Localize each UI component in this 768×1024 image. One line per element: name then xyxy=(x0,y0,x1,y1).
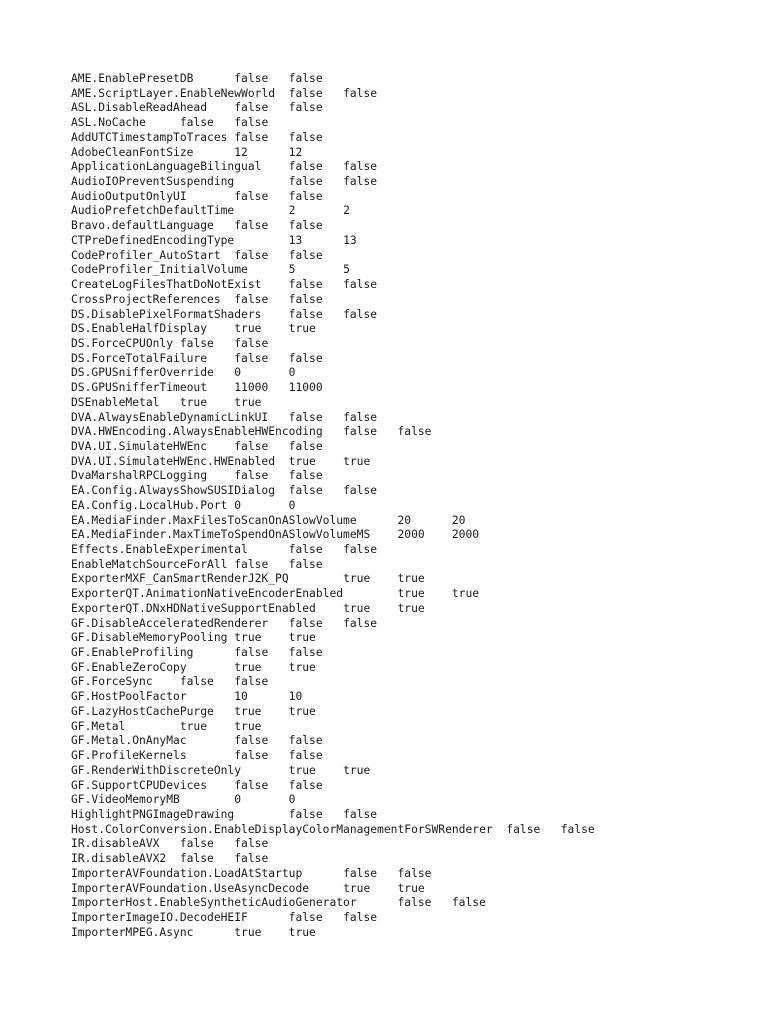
listing-line: DS.DisablePixelFormatShaders false false xyxy=(71,307,378,321)
listing-line: GF.ProfileKernels false false xyxy=(71,749,323,763)
listing-line: IR.disableAVX false false xyxy=(71,837,269,851)
listing-line: AdobeCleanFontSize 12 12 xyxy=(71,145,303,159)
listing-line: AME.EnablePresetDB false false xyxy=(71,72,323,85)
listing-line: ASL.NoCache false false xyxy=(71,116,269,130)
listing-line: AudioOutputOnlyUI false false xyxy=(71,189,323,203)
listing-line: EA.Config.LocalHub.Port 0 0 xyxy=(71,498,296,512)
listing-line: CreateLogFilesThatDoNotExist false false xyxy=(71,278,378,292)
listing-line: CodeProfiler_InitialVolume 5 5 xyxy=(71,263,350,277)
listing-line: GF.Metal.OnAnyMac false false xyxy=(71,734,323,748)
listing-line: CTPreDefinedEncodingType 13 13 xyxy=(71,233,357,247)
listing-line: ImporterHost.EnableSyntheticAudioGenerator false false xyxy=(71,896,486,910)
listing-line: ExporterQT.AnimationNativeEncoderEnabled true true xyxy=(71,587,480,601)
listing-line: GF.SupportCPUDevices false false xyxy=(71,778,323,792)
listing-line: DVA.UI.SimulateHWEnc false false xyxy=(71,439,323,453)
listing-line: EA.Config.AlwaysShowSUSIDialog false false xyxy=(71,484,378,498)
listing-line: ImporterMPEG.Async true true xyxy=(71,925,316,939)
listing-line: ImporterAVFoundation.UseAsyncDecode true true xyxy=(71,881,425,895)
listing-line: DSEnableMetal true true xyxy=(71,395,262,409)
listing-line: CrossProjectReferences false false xyxy=(71,292,323,306)
listing-line: GF.LazyHostCachePurge true true xyxy=(71,704,316,718)
listing-line: AME.ScriptLayer.EnableNewWorld false false xyxy=(71,86,378,100)
listing-line: GF.RenderWithDiscreteOnly true true xyxy=(71,763,371,777)
listing-line: HighlightPNGImageDrawing false false xyxy=(71,807,378,821)
listing-line: ImporterAVFoundation.LoadAtStartup false false xyxy=(71,866,432,880)
listing-line: EA.MediaFinder.MaxTimeToSpendOnASlowVolumeMS 2000 2000 xyxy=(71,528,480,542)
listing-line: GF.ForceSync false false xyxy=(71,675,269,689)
preferences-listing xyxy=(71,72,761,940)
listing-line: ImporterImageIO.DecodeHEIF false false xyxy=(71,910,378,924)
listing-line: AddUTCTimestampToTraces false false xyxy=(71,130,323,144)
listing-line: GF.VideoMemoryMB 0 0 xyxy=(71,793,296,807)
listing-line: GF.EnableZeroCopy true true xyxy=(71,660,316,674)
listing-line: DS.GPUSnifferOverride 0 0 xyxy=(71,366,296,380)
listing-line: EnableMatchSourceForAll false false xyxy=(71,557,323,571)
listing-line: DS.EnableHalfDisplay true true xyxy=(71,322,316,336)
listing-line: Effects.EnableExperimental false false xyxy=(71,543,378,556)
listing-line: ExporterQT.DNxHDNativeSupportEnabled true true xyxy=(71,601,425,615)
listing-line: CodeProfiler_AutoStart false false xyxy=(71,248,323,262)
listing-line: ApplicationLanguageBilingual false false xyxy=(71,160,378,174)
listing-line: DS.ForceCPUOnly false false xyxy=(71,336,269,350)
listing-line: Bravo.defaultLanguage false false xyxy=(71,219,323,233)
listing-line: ExporterMXF_CanSmartRenderJ2K_PQ true true xyxy=(71,572,425,586)
listing-line: Host.ColorConversion.EnableDisplayColorManagementForSWRenderer false false xyxy=(71,822,595,836)
listing-line: EA.MediaFinder.MaxFilesToScanOnASlowVolume 20 20 xyxy=(71,513,466,527)
listing-line: GF.Metal true true xyxy=(71,719,262,733)
listing-line: DVA.AlwaysEnableDynamicLinkUI false false xyxy=(71,410,378,424)
listing-line: GF.DisableMemoryPooling true true xyxy=(71,631,316,645)
listing-line: GF.EnableProfiling false false xyxy=(71,646,323,660)
listing-line: GF.DisableAcceleratedRenderer false false xyxy=(71,616,378,630)
listing-line: DvaMarshalRPCLogging false false xyxy=(71,469,323,483)
listing-line: ASL.DisableReadAhead false false xyxy=(71,101,323,115)
listing-line: IR.disableAVX2 false false xyxy=(71,852,269,866)
listing-line: DVA.UI.SimulateHWEnc.HWEnabled true true xyxy=(71,454,371,468)
listing-line: AudioIOPreventSuspending false false xyxy=(71,175,378,189)
listing-line: AudioPrefetchDefaultTime 2 2 xyxy=(71,204,350,218)
listing-line: DS.GPUSnifferTimeout 11000 11000 xyxy=(71,381,323,395)
listing-line: DVA.HWEncoding.AlwaysEnableHWEncoding false false xyxy=(71,425,432,439)
listing-line: GF.HostPoolFactor 10 10 xyxy=(71,690,303,704)
listing-line: DS.ForceTotalFailure false false xyxy=(71,351,323,365)
